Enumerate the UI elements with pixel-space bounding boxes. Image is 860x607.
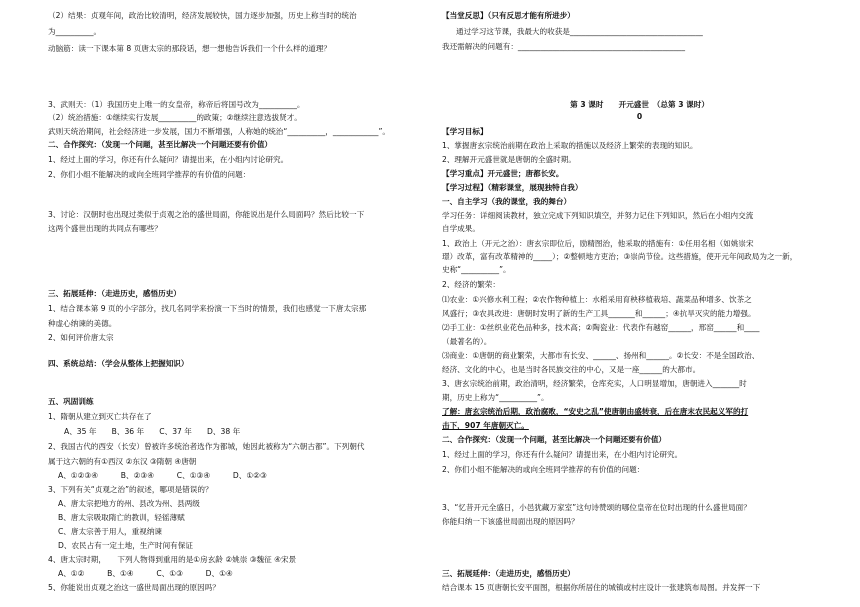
left-text-line: 1、经过上面的学习，你还有什么疑问？请提出来，在小组内讨论研究。 — [48, 155, 289, 164]
left-text-line: 3、讨论：汉朝时也出现过类似于贞观之治的盛世局面，你能说出是什么局面吗？然后比较一下 — [48, 210, 365, 219]
right-text-line: ⑵手工业：①丝织业花色品种多，技术高；②陶瓷业：代表作有越窑______，邢窑______和____ — [442, 323, 760, 332]
left-text-line: 这两个盛世出现的共同点有哪些？ — [48, 224, 162, 233]
left-text-line: A、①② B、①④ C、①③ D、①④ — [58, 569, 233, 578]
right-text-line: 自学成果。 — [442, 224, 480, 233]
left-text-line: 五、巩固训练 — [48, 397, 94, 406]
left-text-line: 四、系统总结：（学会从整体上把握知识） — [48, 359, 189, 368]
left-text-line: B、唐太宗吸取隋亡的教训，轻徭薄赋 — [58, 513, 185, 522]
right-text-line: 期，历史上称为“__________”。 — [442, 393, 549, 402]
left-text-line: C、唐太宗善于用人，重视纳谏 — [58, 527, 163, 536]
left-text-line: 为__________。 — [48, 27, 102, 36]
left-text-line: 武则天统治期间，社会经济进一步发展，国力不断增强，人称她的统治“__________，____________”。 — [48, 127, 390, 136]
right-text-line: 二、合作探究：（发现一个问题，甚至比解决一个问题还要有价值） — [442, 435, 667, 444]
left-text-line: 三、拓展延伸：（走进历史，感悟历史） — [48, 289, 181, 298]
left-text-line: 动脑筋：读一下课本第 8 页唐太宗的那段话，想一想他告诉我们一个什么样的道理？ — [48, 44, 332, 53]
right-text-line: 三、拓展延伸：（走进历史，感悟历史） — [442, 569, 575, 578]
right-text-line: 3、“忆昔开元全盛日，小邑犹藏万家室”这句诗赞颂的哪位皇帝在位时出现的什么盛世局面？ — [442, 503, 751, 512]
right-text-line: 【学习目标】 — [442, 127, 488, 136]
left-text-line: 二、合作探究：（发现一个问题，甚至比解决一个问题还要有价值） — [48, 140, 273, 149]
right-text-line: 结合课本 15 页唐朝长安平面图，根据你所居住的城镇或村庄设计一张建筑布局图。并发挥一下 — [442, 583, 761, 592]
left-text-line: 3、武则天：（1）我国历史上唯一的女皇帝，称帝后将国号改为__________。 — [48, 100, 305, 109]
left-text-line: A、35 年 B、36 年 C、37 年 D、38 年 — [64, 427, 241, 436]
right-text-line: 0 — [636, 112, 643, 121]
right-text-line: （最著名的）。 — [442, 337, 492, 346]
left-text-line: 3、下列有关“贞观之治”的叙述，哪项是错误的？ — [48, 485, 213, 494]
right-text-line: 风盛行；③农具改进：唐朝时发明了新的生产工具_______和______；④抗旱灭灾的能力增强。 — [442, 309, 756, 318]
right-text-line: 1、经过上面的学习，你还有什么疑问？请提出来，在小组内讨论研究。 — [442, 450, 683, 459]
right-text-line: 1、掌握唐玄宗统治前期在政治上采取的措施以及经济上繁荣的表现的知识。 — [442, 141, 698, 150]
right-text-line: 经济、文化的中心，也是当时各民族交往的中心，又是一座______的大都市。 — [442, 365, 701, 374]
left-text-line: A、唐太宗把地方的州、县改为州、县两级 — [58, 499, 200, 508]
right-text-line: 【当堂反思】（只有反思才能有所进步） — [442, 11, 575, 20]
right-text-line: 2、经济的繁荣： — [442, 280, 500, 289]
right-text-line: 1、政治上（开元之治）：唐玄宗即位后，励精图治，他采取的措施有：①任用名相（如姚崇宋 — [442, 239, 754, 248]
right-text-line: 第 3 课时 开元盛世 （总第 3 课时） — [570, 100, 709, 109]
right-text-line: 我还需解决的问题有：____________________________________________ — [442, 42, 685, 51]
right-text-line: ⑴农业：①兴修水利工程；②农作物种植上：水稻采用育秧移植栽培、蔬菜品种增多、饮茶之 — [442, 295, 752, 304]
right-text-line: 2、你们小组不能解决的或向全班同学推荐的有价值的问题： — [442, 465, 645, 474]
left-text-line: D、农民占有一定土地，生产时间有保证 — [58, 541, 193, 550]
right-text-line: 了解：唐玄宗统治后期，政治腐败，“安史之乱”使唐朝由盛转衰，后在唐末农民起义军的打 — [442, 407, 749, 416]
left-text-line: 属于这六朝的有①西汉 ②东汉 ③隋朝 ④唐朝 — [48, 457, 197, 466]
right-text-line: 3、唐玄宗统治前期，政治清明，经济繁荣，仓库充实，人口明显增加，唐朝进入_______时 — [442, 379, 747, 388]
left-text-line: 1、隋朝从建立到灭亡共存在了 — [48, 412, 152, 421]
right-text-line: 2、理解开元盛世就是唐朝的全盛时期。 — [442, 155, 576, 164]
left-text-line: 2、我国古代的西安（长安）曾被许多统治者选作为都城，她因此被称为“六朝古都”。下列朝代 — [48, 442, 365, 451]
right-text-line: 一、自主学习（我的课堂，我的舞台） — [442, 197, 572, 206]
right-text-line: 史称“__________”。 — [442, 265, 511, 274]
left-text-line: （2）结果：贞观年间，政治比较清明，经济发展较快，国力逐步加强，历史上称当时的统治 — [48, 11, 357, 20]
right-text-line: 【学习过程】（精彩课堂，展现独特自我） — [442, 183, 583, 192]
right-text-line: ⑶商业：①唐朝的商业繁荣，大都市有长安、______、扬州和______。②长安：不是全国政治、 — [442, 351, 760, 360]
right-text-line: 你能归纳一下该盛世局面出现的原因吗？ — [442, 517, 579, 526]
left-text-line: 种虚心纳谏的美德。 — [48, 319, 117, 328]
left-text-line: （2）统治措施：①继续实行发展__________的政策；②继续注意选拔贤才。 — [48, 113, 302, 122]
left-text-line: A、①②③④ B、②③④ C、①③④ D、①②③ — [58, 471, 267, 480]
left-text-line: 5、你能说出贞观之治这一盛世局面出现的原因吗？ — [48, 583, 220, 592]
left-text-line: 1、结合课本第 9 页的小字部分，找几名同学来扮演一下当时的情景，我们也感觉一下唐太宗那 — [48, 304, 367, 313]
left-text-line: 2、你们小组不能解决的或向全班同学推荐的有价值的问题： — [48, 170, 251, 179]
left-text-line: 2、如何评价唐太宗 — [48, 333, 114, 342]
right-text-line: 学习任务：详细阅读教材，独立完成下列知识填空，并努力记住下列知识，然后在小组内交流 — [442, 211, 754, 220]
right-text-line: 【学习重点】开元盛世；唐都长安。 — [442, 169, 564, 178]
right-text-line: 击下，907 年唐朝灭亡。 — [442, 421, 529, 430]
right-text-line: 璟）改革，富有改革精神的_____）；②整顿地方吏治；③崇尚节俭。这些措施，使开元年间政局为之一新， — [442, 252, 798, 261]
left-text-line: 4、唐太宗时期， 下列人物得到重用的是①房玄龄 ②姚崇 ③魏征 ④宋景 — [48, 555, 297, 564]
right-text-line: 通过学习这节课，我最大的收获是___________________________________ — [456, 27, 703, 36]
